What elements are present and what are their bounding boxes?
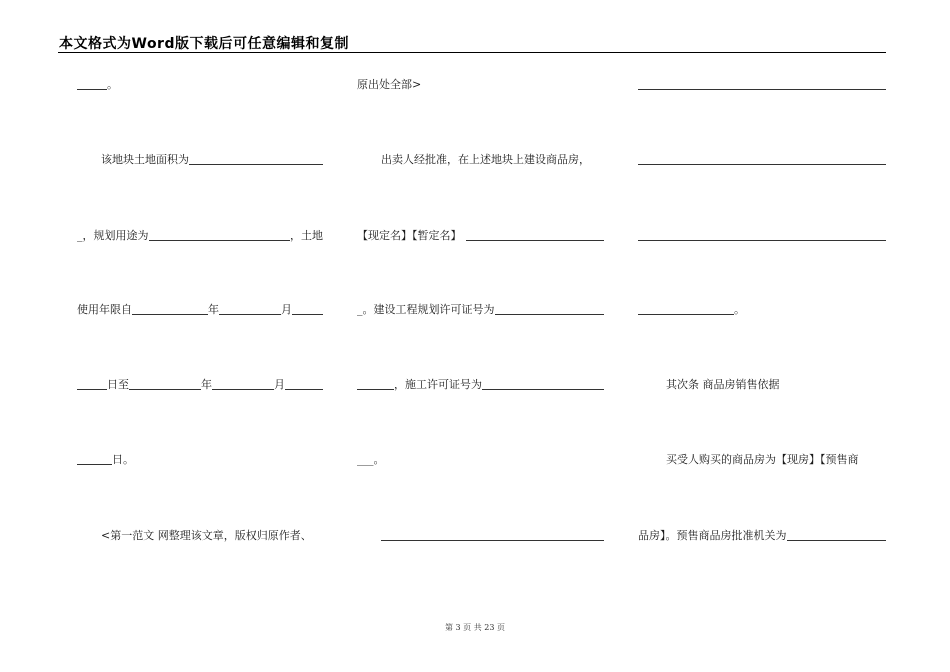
text-fragment: 原出处全部> <box>357 78 422 91</box>
text-fragment: ___。 <box>357 453 385 466</box>
fill-blank <box>149 229 291 241</box>
fill-blank <box>219 303 281 315</box>
text-line <box>638 228 886 244</box>
text-line <box>638 528 886 544</box>
fill-blank <box>638 78 886 90</box>
fill-blank <box>787 529 887 541</box>
fill-blank <box>357 378 394 390</box>
text-fragment: ，施工许可证号为 <box>394 378 482 391</box>
text-fragment: 【现定名】【暂定名】 <box>357 229 462 242</box>
text-line <box>77 152 323 168</box>
text-fragment: 月 <box>281 303 292 316</box>
text-fragment: 使用年限自 <box>77 303 132 316</box>
text-column-2 <box>357 0 604 672</box>
text-column-3 <box>638 0 886 672</box>
text-line <box>357 528 604 544</box>
fill-blank <box>638 229 886 241</box>
fill-blank <box>212 378 274 390</box>
text-fragment: 年 <box>201 378 212 391</box>
fill-blank <box>381 529 604 541</box>
fill-blank <box>189 153 323 165</box>
text-fragment: 。 <box>734 303 745 316</box>
fill-blank <box>466 229 605 241</box>
fill-blank <box>638 303 734 315</box>
fill-blank <box>638 153 886 165</box>
text-line <box>638 302 886 318</box>
text-fragment: 日至 <box>107 378 129 391</box>
fill-blank <box>77 453 112 465</box>
fill-blank <box>285 378 323 390</box>
text-line <box>357 228 604 244</box>
text-line <box>357 377 604 393</box>
fill-blank <box>77 378 107 390</box>
text-fragment: 买受人购买的商品房为【现房】【预售商 <box>666 453 859 466</box>
text-line <box>77 302 323 318</box>
text-line <box>357 77 604 93</box>
text-line <box>77 452 323 468</box>
text-fragment: 日。 <box>112 453 134 466</box>
fill-blank <box>482 378 604 390</box>
fill-blank <box>292 303 323 315</box>
text-fragment: 。 <box>107 78 118 91</box>
fill-blank <box>77 78 107 90</box>
text-fragment: <第一范文 网整理该文章，版权归原作者、 <box>101 529 312 542</box>
text-line <box>77 377 323 393</box>
text-fragment: _，规划用途为 <box>77 229 149 242</box>
text-column-1 <box>77 0 323 672</box>
text-line <box>638 452 886 468</box>
text-fragment: 年 <box>208 303 219 316</box>
text-line <box>638 377 886 393</box>
fill-blank <box>495 303 605 315</box>
text-fragment: 该地块土地面积为 <box>101 153 189 166</box>
text-fragment: 品房】。预售商品房批准机关为 <box>638 529 787 542</box>
text-line <box>357 452 604 468</box>
text-line <box>357 302 604 318</box>
text-line <box>77 228 323 244</box>
text-line <box>77 528 323 544</box>
text-line <box>638 77 886 93</box>
text-fragment: _。建设工程规划许可证号为 <box>357 303 495 316</box>
text-line <box>77 77 323 93</box>
text-line <box>638 152 886 168</box>
page-number-footer: 第 3 页 共 23 页 <box>445 623 505 632</box>
fill-blank <box>129 378 201 390</box>
text-fragment: ，土地 <box>290 229 323 242</box>
document-header-title: 本文格式为Word版下载后可任意编辑和复制 <box>59 36 349 52</box>
text-fragment: 出卖人经批准，在上述地块上建设商品房， <box>381 153 590 166</box>
fill-blank <box>132 303 208 315</box>
text-fragment: 月 <box>274 378 285 391</box>
text-line <box>357 152 604 168</box>
section-heading: 其次条 商品房销售依据 <box>666 378 780 391</box>
